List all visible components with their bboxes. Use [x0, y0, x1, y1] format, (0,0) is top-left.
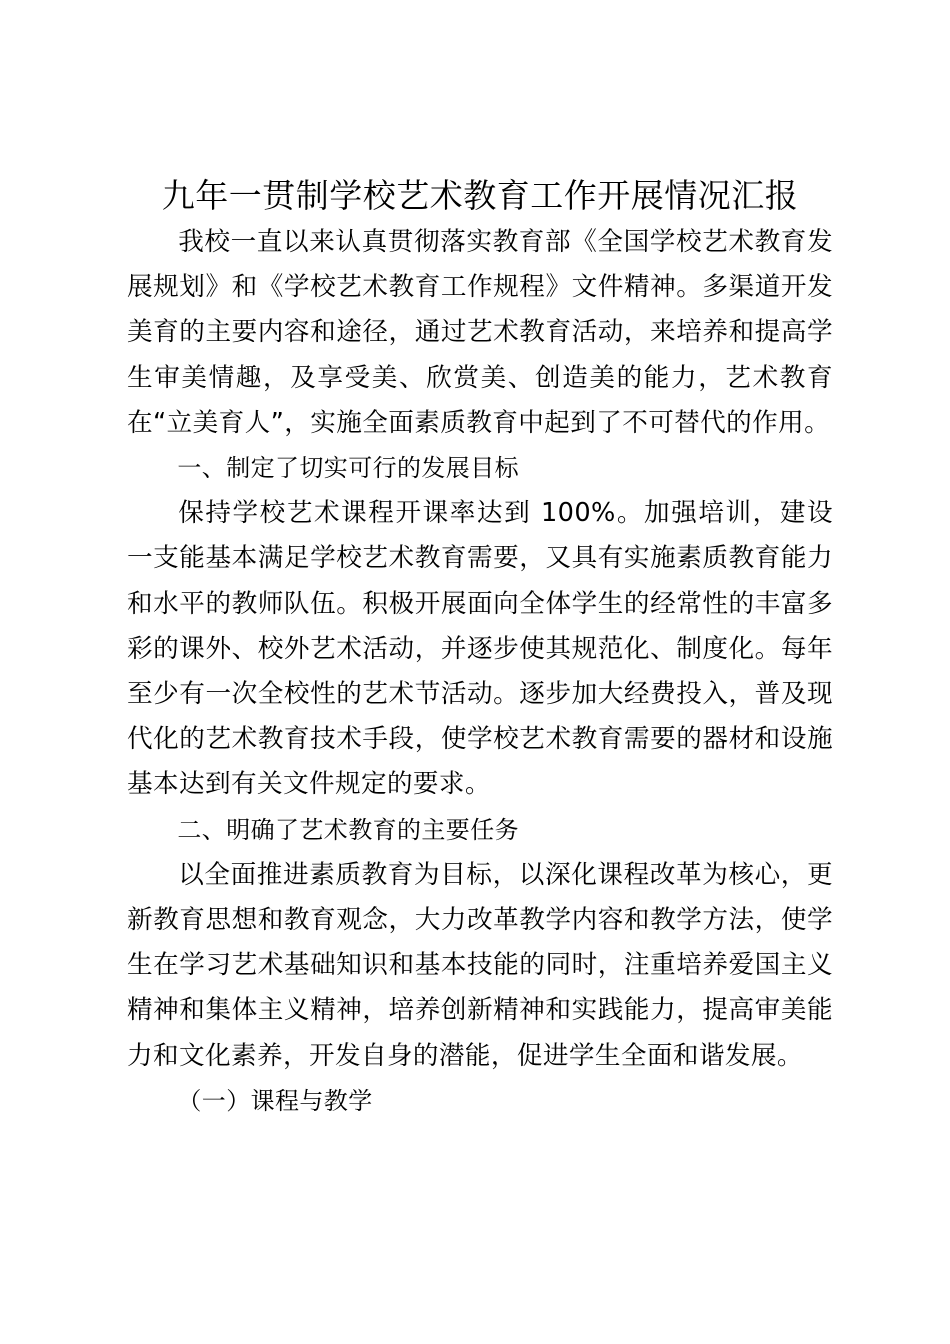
tasks-paragraph: 以全面推进素质教育为目标，以深化课程改革为核心，更新教育思想和教育观念，大力改革教学内容和教学方法，使学生在学习艺术基础知识和基本技能的同时，注重培养爱国主义精神和集体主义精神，培养创新精神和实践能力，提高审美能力和文化素养，开发自身的潜能，促进学生全面和谐发展。 [127, 859, 833, 1071]
document-page [127, 172, 833, 1124]
subsection-heading-curriculum: （一）课程与教学 [177, 1086, 373, 1115]
section-heading-goals: 一、制定了切实可行的发展目标 [177, 454, 519, 483]
document-title: 九年一贯制学校艺术教育工作开展情况汇报 [161, 176, 799, 215]
intro-paragraph: 我校一直以来认真贯彻落实教育部《全国学校艺术教育发展规划》和《学校艺术教育工作规程》文件精神。多渠道开发美育的主要内容和途径，通过艺术教育活动，来培养和提高学生审美情趣，及享受美、欣赏美、创造美的能力，艺术教育在“立美育人”，实施全面素质教育中起到了不可替代的作用。 [127, 227, 833, 438]
goals-paragraph: 保持学校艺术课程开课率达到 100%。加强培训，建设一支能基本满足学校艺术教育需要，又具有实施素质教育能力和水平的教师队伍。积极开展面向全体学生的经常性的丰富多彩的课外、校外艺术活动，并逐步使其规范化、制度化。每年至少有一次全校性的艺术节活动。逐步加大经费投入，普及现代化的艺术教育技术手段，使学校艺术教育需要的器材和设施基本达到有关文件规定的要求。 [127, 498, 833, 800]
section-heading-tasks: 二、明确了艺术教育的主要任务 [177, 815, 519, 844]
